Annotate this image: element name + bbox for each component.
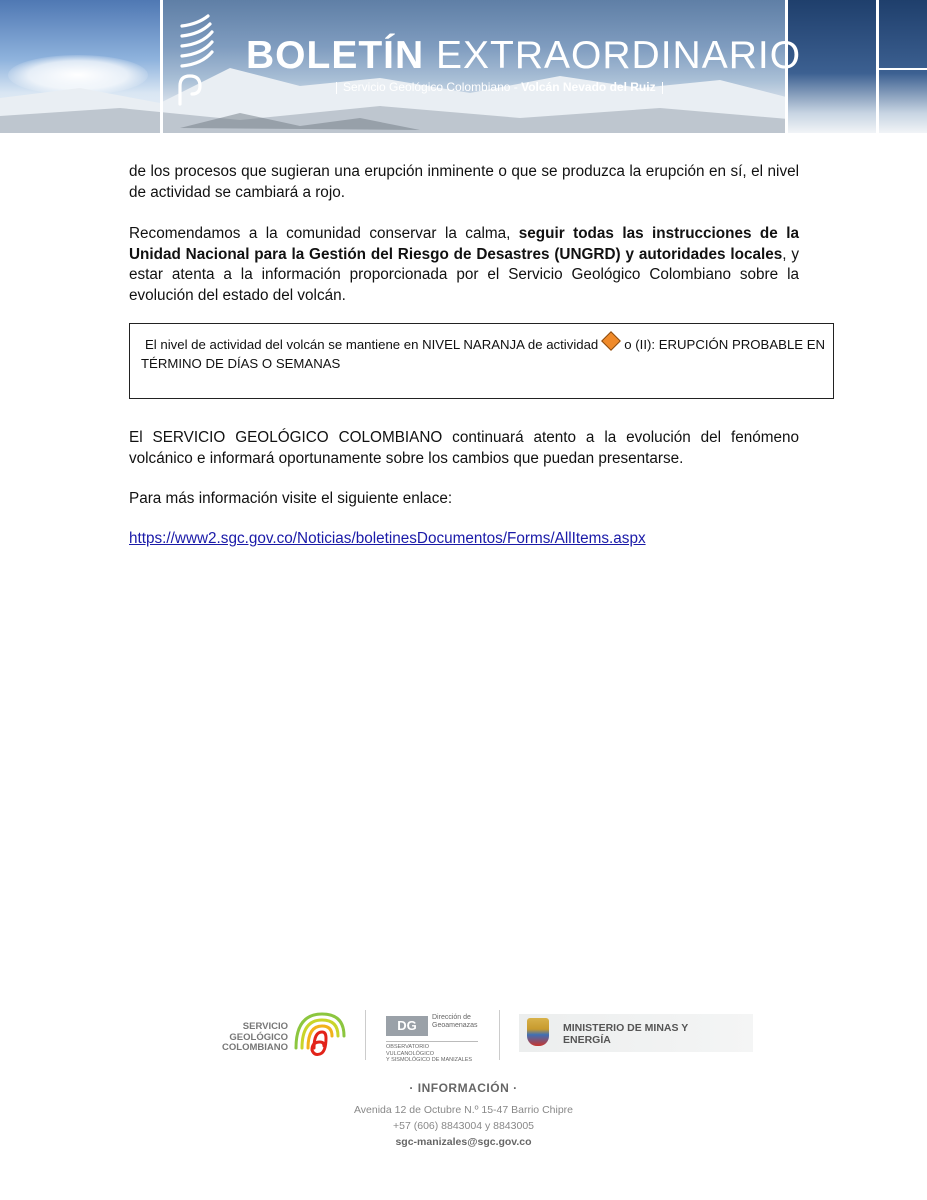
observatory-label (386, 1041, 478, 1064)
observatory-line: OBSERVATORIO VULCANOLÓGICO (386, 1044, 434, 1057)
phones: +57 (606) 8843004 y 8843005 (393, 1120, 534, 1132)
ministry-line: ENERGÍA (563, 1034, 611, 1046)
alert-level-box (129, 323, 834, 399)
dg-label (432, 1014, 478, 1030)
subtitle-org: Servicio Geológico Colombiano - (343, 80, 522, 94)
alert-text-a: El nivel de actividad del volcán se mantiene en NIVEL NARANJA de actividad (145, 337, 599, 352)
orange-alert-diamond-icon (601, 331, 621, 351)
divider (499, 1010, 500, 1060)
sgc-arcs-logo-icon (172, 14, 216, 114)
divider (365, 1010, 366, 1060)
bulletin-subtitle (330, 80, 669, 94)
subtitle-volcano: Volcán Nevado del Ruiz (521, 80, 656, 94)
sgc-logo-text (218, 1022, 288, 1054)
address: Avenida 12 de Octubre N.º 15-47 Barrio Chipre (353, 1104, 573, 1116)
title-bold: BOLETÍN (246, 34, 425, 77)
paragraph-recommendation (129, 224, 799, 306)
paragraph-eruption: de los procesos que sugieran una erupción inminente o que se produzca la erupción en sí, el nivel de actividad se cambiará a rojo. (129, 163, 799, 201)
recommendation-start: Recomendamos a la comunidad conservar la calma, (129, 225, 519, 242)
email[interactable]: sgc-manizales@sgc.gov.co (395, 1136, 532, 1148)
bulletins-link[interactable]: https://www2.sgc.gov.co/Noticias/boletinesDocumentos/Forms/AllItems.aspx (129, 530, 646, 547)
footer-logos (218, 1008, 758, 1064)
sgc-line: GEOLÓGICO (229, 1031, 288, 1043)
header-banner (0, 0, 927, 133)
dg-label-line: Geoamenazas (432, 1022, 478, 1029)
ministry-line: MINISTERIO DE MINAS Y (563, 1022, 689, 1034)
title-light: EXTRAORDINARIO (436, 34, 802, 77)
divider (876, 0, 879, 133)
divider (160, 0, 163, 133)
sgc-line: COLOMBIANO (222, 1042, 288, 1053)
right-photo-panel (785, 0, 927, 133)
sgc-spiral-logo-icon (292, 1008, 348, 1060)
colombia-coat-of-arms-icon (527, 1018, 549, 1046)
recommendation-end: , y estar atenta a la información proporcionada por el Servicio Geológico Colombiano sobre la evolución del estado del volcán. (129, 245, 799, 304)
paragraph-more-info: Para más información visite el siguiente enlace: (129, 490, 453, 507)
divider (878, 68, 927, 70)
bulletin-title (246, 34, 801, 78)
observatory-line: Y SISMOLÓGICO DE MANIZALES (386, 1057, 473, 1063)
info-title: · INFORMACIÓN · (409, 1081, 518, 1095)
dg-logo: DG (386, 1016, 428, 1036)
dg-label-line: Dirección de (432, 1014, 471, 1021)
alert-text-b: o (II): ERUPCIÓN PROBABLE EN TÉRMINO DE DÍAS O SEMANAS (141, 337, 826, 371)
paragraph-monitoring: El SERVICIO GEOLÓGICO COLOMBIANO continuará atento a la evolución del fenómeno volcánico e informará oportunamente sobre los cambios que puedan presentarse. (129, 429, 799, 467)
sgc-line: SERVICIO (242, 1021, 288, 1032)
ministry-logo (519, 1014, 753, 1052)
ministry-name (563, 1022, 688, 1046)
recommendation-bold: seguir todas las instrucciones de la Unidad Nacional para la Gestión del Riesgo de Desastres (UNGRD) y autoridades locales (129, 225, 799, 263)
